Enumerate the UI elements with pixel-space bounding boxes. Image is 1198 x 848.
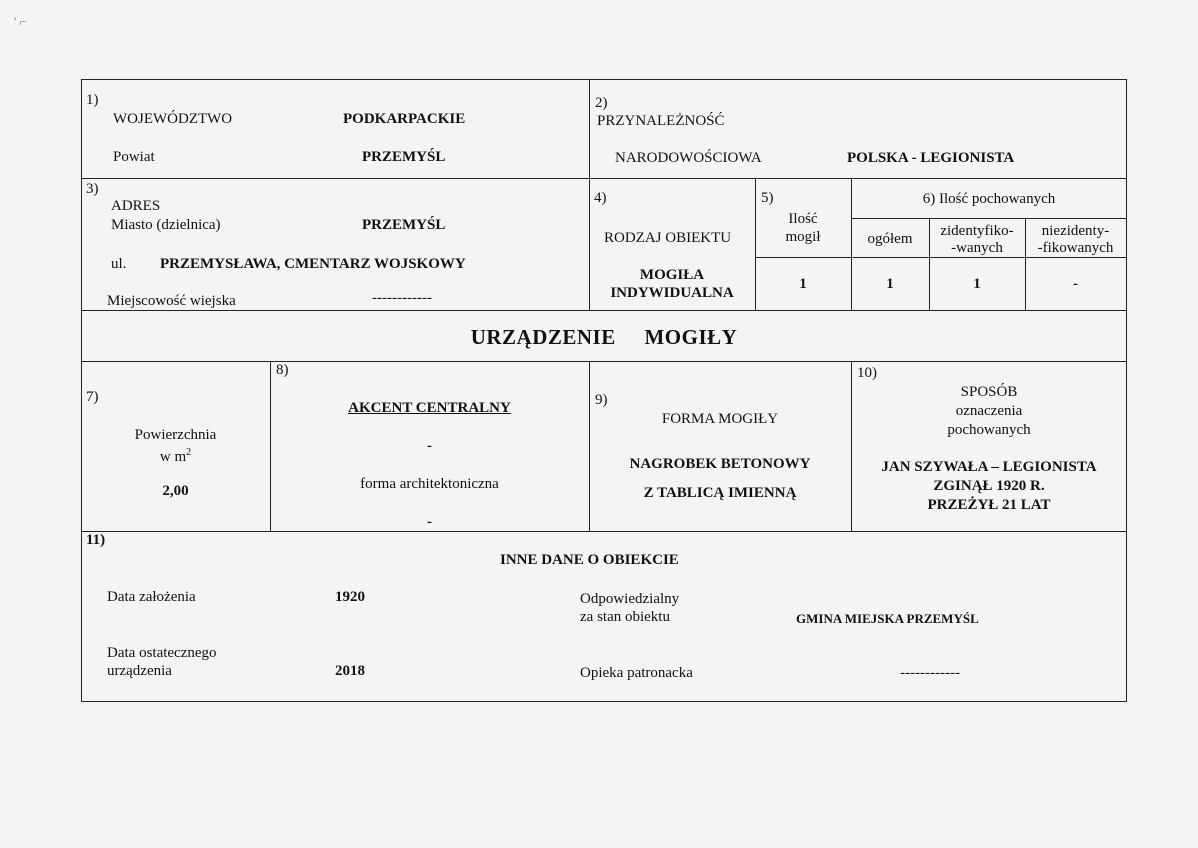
graves-count-label-1: Ilość <box>788 211 818 227</box>
wies-value: ------------ <box>372 290 432 306</box>
section-4-number: 4) <box>594 190 607 206</box>
section-8-number: 8) <box>276 362 289 378</box>
area-label-1: Powierzchnia <box>134 427 217 443</box>
buried-count-title: 6) Ilość pochowanych <box>922 191 1056 207</box>
graves-count-value: 1 <box>799 276 807 292</box>
buried-total-value: 1 <box>886 276 894 292</box>
buried-unidentified-header-1: niezidenty- <box>1041 223 1110 239</box>
buried-unidentified-value: - <box>1073 276 1078 292</box>
section-heading <box>81 325 1127 349</box>
row-divider-2 <box>81 310 1127 311</box>
patronage-label: Opieka patronacka <box>580 665 693 681</box>
section-3-number: 3) <box>86 181 99 197</box>
border-left <box>81 79 82 702</box>
buried-identified-header-2: -wanych <box>951 240 1003 256</box>
section-9-number: 9) <box>595 392 608 408</box>
col-divider-8-9 <box>589 361 590 532</box>
adres-label: ADRES <box>111 198 161 214</box>
border-top <box>81 79 1127 80</box>
heading-part-2: MOGIŁY <box>644 325 738 349</box>
central-accent-label: AKCENT CENTRALNY <box>348 400 511 416</box>
corner-scan-mark: ' ⌐ <box>14 14 27 29</box>
buried-identified-value: 1 <box>973 276 981 292</box>
heading-part-1: URZĄDZENIE <box>470 325 616 349</box>
section-2-number: 2) <box>595 95 608 111</box>
marking-value-2: ZGINĄŁ 1920 R. <box>933 478 1045 494</box>
patronage-value: ------------ <box>900 665 960 681</box>
section-5-number: 5) <box>761 190 774 206</box>
marking-label-1: SPOSÓB <box>960 384 1018 400</box>
buried-identified-header-1: zidentyfiko- <box>940 223 1014 239</box>
marking-label-3: pochowanych <box>947 422 1031 438</box>
grave-form-value-2: Z TABLICĄ IMIENNĄ <box>643 485 797 501</box>
wojewodztwo-value: PODKARPACKIE <box>343 111 466 127</box>
responsible-value: GMINA MIEJSKA PRZEMYŚL <box>796 611 979 626</box>
border-bottom <box>81 701 1127 702</box>
founded-value: 1920 <box>335 589 365 605</box>
area-unit-exponent: 2 <box>186 447 192 458</box>
object-type-label: RODZAJ OBIEKTU <box>604 230 732 246</box>
area-unit: w m <box>159 449 187 465</box>
responsible-label-2: za stan obiektu <box>580 609 670 625</box>
marking-value-1: JAN SZYWAŁA – LEGIONISTA <box>881 459 1097 475</box>
section-7-number: 7) <box>86 389 99 405</box>
row-divider-counts <box>755 257 1127 258</box>
wojewodztwo-label: WOJEWÓDZTWO <box>113 111 233 127</box>
miasto-label: Miasto (dzielnica) <box>111 217 221 233</box>
object-type-value-1: MOGIŁA <box>639 267 705 283</box>
grave-form-label: FORMA MOGIŁY <box>661 411 779 427</box>
responsible-label-1: Odpowiedzialny <box>580 591 680 607</box>
marking-label-2: oznaczenia <box>955 403 1023 419</box>
last-arrangement-label-1: Data ostatecznego <box>107 645 217 661</box>
marking-value-3: PRZEŻYŁ 21 LAT <box>927 497 1051 513</box>
area-label-2 <box>81 444 270 466</box>
powiat-value: PRZEMYŚL <box>362 149 446 165</box>
nationality-label-2: NARODOWOŚCIOWA <box>615 150 762 166</box>
col-divider-1-2 <box>589 79 590 179</box>
row-divider-6-header <box>851 218 1127 219</box>
section-10-number: 10) <box>857 365 877 381</box>
row-divider-3 <box>81 361 1127 362</box>
architectural-form-label: forma architektoniczna <box>360 476 499 492</box>
graves-count-label-2: mogił <box>785 229 821 245</box>
row-divider-4 <box>81 531 1127 532</box>
central-accent-value: - <box>427 438 432 454</box>
last-arrangement-value: 2018 <box>335 663 365 679</box>
section-11-number: 11) <box>86 532 106 548</box>
powiat-label: Powiat <box>113 149 155 165</box>
other-data-title: INNE DANE O OBIEKCIE <box>500 552 679 568</box>
object-type-value-2: INDYWIDUALNA <box>610 285 734 301</box>
wies-label: Miejscowość wiejska <box>107 293 236 309</box>
area-value: 2,00 <box>162 483 189 499</box>
nationality-value: POLSKA - LEGIONISTA <box>847 150 1015 166</box>
ul-label: ul. <box>111 256 127 272</box>
buried-unidentified-header-2: -fikowanych <box>1037 240 1114 256</box>
row-divider-1 <box>81 178 1127 179</box>
miasto-value: PRZEMYŚL <box>362 217 446 233</box>
ul-value: PRZEMYSŁAWA, CMENTARZ WOJSKOWY <box>160 256 466 272</box>
nationality-label-1: PRZYNALEŻNOŚĆ <box>597 113 725 129</box>
buried-total-header: ogółem <box>867 231 913 247</box>
last-arrangement-label-2: urządzenia <box>107 663 172 679</box>
grave-form-value-1: NAGROBEK BETONOWY <box>629 456 811 472</box>
section-1-number: 1) <box>86 92 99 108</box>
architectural-form-value: - <box>427 514 432 530</box>
founded-label: Data założenia <box>107 589 196 605</box>
